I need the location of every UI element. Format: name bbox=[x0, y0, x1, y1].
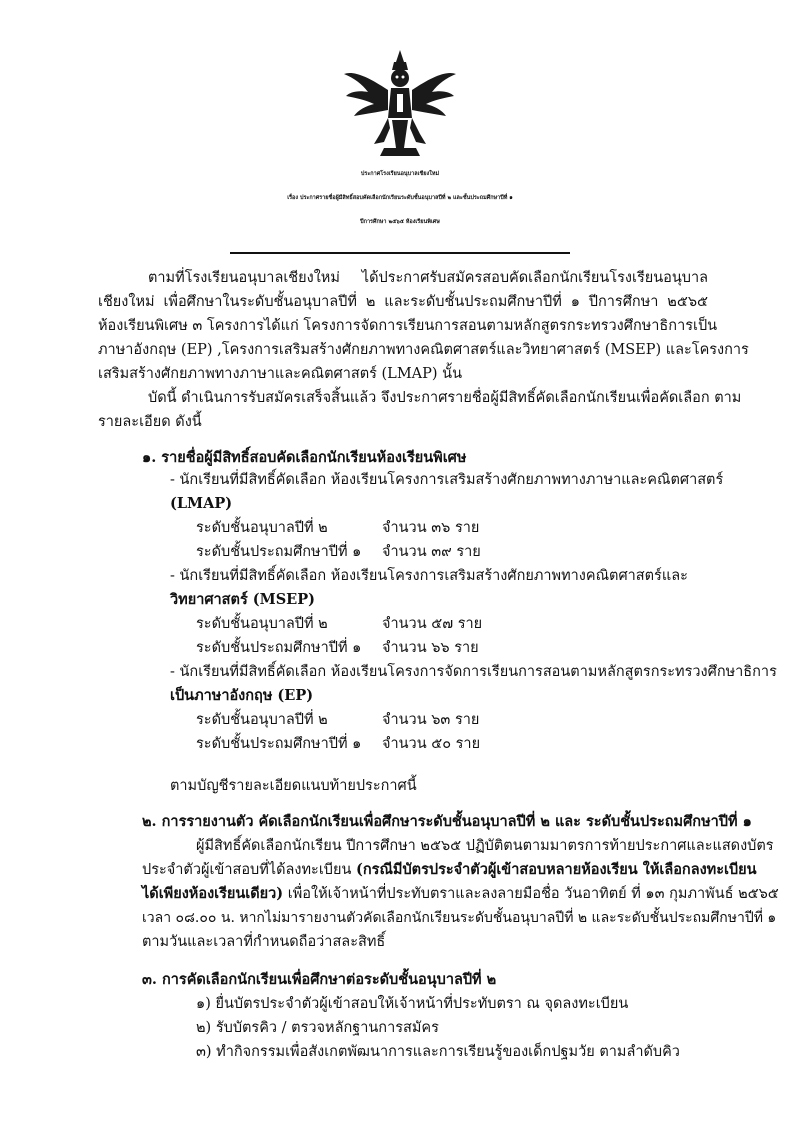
lmap-line-2: (LMAP) bbox=[170, 495, 233, 512]
ep-k2-count: จำนวน ๖๓ ราย bbox=[382, 712, 480, 728]
announcement-org: ประกาศโรงเรียนอนุบาลเชียงใหม่ bbox=[360, 171, 440, 177]
ep-p1-level: ระดับชั้นประถมศึกษาปีที่ ๑ bbox=[196, 736, 362, 752]
section2-line-2 bbox=[142, 860, 757, 880]
lmap-k2-level: ระดับชั้นอนุบาลปีที่ ๒ bbox=[196, 520, 328, 536]
section2-line-1: ผู้มีสิทธิ์คัดเลือกนักเรียน ปีการศึกษา ๒๕๖๕ ปฏิบัติตนตามมาตรการท้ายประกาศและแสดงบัตร bbox=[196, 838, 774, 854]
now-line-2: รายละเอียด ดังนี้ bbox=[98, 414, 202, 430]
lmap-p1-level: ระดับชั้นประถมศึกษาปีที่ ๑ bbox=[196, 544, 362, 560]
section2-line-3 bbox=[142, 884, 779, 904]
ep-line-2: เป็นภาษาอังกฤษ (EP) bbox=[170, 687, 314, 704]
intro-line-3: ห้องเรียนพิเศษ ๓ โครงการได้แก่ โครงการจัดการเรียนการสอนตามหลักสูตรกระทรวงศึกษาธิการเป็น bbox=[98, 318, 718, 334]
section2-line-2-bold: (กรณีมีบัตรประจำตัวผู้เข้าสอบหลายห้องเรียน ให้เลือกลงทะเบียน bbox=[356, 861, 757, 878]
intro-line-2: เชียงใหม่ เพื่อศึกษาในระดับชั้นอนุบาลปีที่ ๒ และระดับชั้นประถมศึกษาปีที่ ๑ ปีการศึกษา ๒๕๖๕ bbox=[98, 294, 708, 310]
section2-line-4: เวลา ๐๘.๐๐ น. หากไม่มารายงานตัวคัดเลือกนักเรียนระดับชั้นอนุบาลปีที่ ๒ และระดับชั้นประถมศึกษาปีที่ ๑ bbox=[142, 910, 777, 926]
msep-line-2: วิทยาศาสตร์ (MSEP) bbox=[170, 591, 315, 608]
section2-line-2-text: ประจำตัวผู้เข้าสอบที่ได้ลงทะเบียน bbox=[142, 862, 357, 878]
lmap-p1-count: จำนวน ๓๙ ราย bbox=[382, 544, 481, 560]
intro-line-1: ตามที่โรงเรียนอนุบาลเชียงใหม่ ได้ประกาศรับสมัครสอบคัดเลือกนักเรียนโรงเรียนอนุบาล bbox=[148, 270, 708, 286]
ep-line-1: - นักเรียนที่มีสิทธิ์คัดเลือก ห้องเรียนโครงการจัดการเรียนการสอนตามหลักสูตรกระทรวงศึกษาธิการ bbox=[170, 664, 777, 680]
msep-p1-count: จำนวน ๖๖ ราย bbox=[382, 640, 479, 656]
section2-heading: ๒. การรายงานตัว คัดเลือกนักเรียนเพื่อศึกษาระดับชั้นอนุบาลปีที่ ๒ และ ระดับชั้นประถมศึกษาปีที่ ๑ bbox=[142, 813, 752, 830]
section3-item-1: ๑) ยื่นบัตรประจำตัวผู้เข้าสอบให้เจ้าหน้าที่ประทับตรา ณ จุดลงทะเบียน bbox=[196, 996, 629, 1012]
announcement-subject: เรื่อง ประกาศรายชื่อผู้มีสิทธิ์สอบคัดเลือกนักเรียนระดับชั้นอนุบาลปีที่ ๒ และชั้นประถมศึกษาปีที่ ๑ bbox=[287, 195, 513, 201]
header-divider bbox=[230, 252, 570, 254]
section2-line-5: ตามวันและเวลาที่กำหนดถือว่าสละสิทธิ์ bbox=[142, 934, 386, 950]
msep-k2-level: ระดับชั้นอนุบาลปีที่ ๒ bbox=[196, 616, 328, 632]
msep-k2-count: จำนวน ๕๗ ราย bbox=[382, 616, 483, 632]
ep-k2-level: ระดับชั้นอนุบาลปีที่ ๒ bbox=[196, 712, 328, 728]
section3-item-2: ๒) รับบัตรคิว / ตรวจหลักฐานการสมัคร bbox=[196, 1020, 439, 1036]
ep-p1-count: จำนวน ๕๐ ราย bbox=[382, 736, 481, 752]
garuda-emblem-icon bbox=[340, 48, 460, 160]
lmap-line-1: - นักเรียนที่มีสิทธิ์คัดเลือก ห้องเรียนโครงการเสริมสร้างศักยภาพทางภาษาและคณิตศาสตร์ bbox=[170, 472, 724, 488]
lmap-k2-count: จำนวน ๓๖ ราย bbox=[382, 520, 480, 536]
intro-line-4: ภาษาอังกฤษ (EP) ,โครงการเสริมสร้างศักยภาพทางคณิตศาสตร์และวิทยาศาสตร์ (MSEP) และโครงการ bbox=[98, 342, 749, 358]
msep-line-1: - นักเรียนที่มีสิทธิ์คัดเลือก ห้องเรียนโครงการเสริมสร้างศักยภาพทางคณิตศาสตร์และ bbox=[170, 568, 688, 584]
section1-note: ตามบัญชีรายละเอียดแนบท้ายประกาศนี้ bbox=[170, 778, 417, 794]
section3-item-3: ๓) ทำกิจกรรมเพื่อสังเกตพัฒนาการและการเรียนรู้ของเด็กปฐมวัย ตามลำดับคิว bbox=[196, 1044, 680, 1060]
now-line-1: บัดนี้ ดำเนินการรับสมัครเสร็จสิ้นแล้ว จึงประกาศรายชื่อผู้มีสิทธิ์คัดเลือกนักเรียนเพื่อคัดเลือก ตาม bbox=[148, 390, 742, 406]
section2-line-3-text: เพื่อให้เจ้าหน้าที่ประทับตราและลงลายมือชื่อ วันอาทิตย์ ที่ ๑๓ กุมภาพันธ์ ๒๕๖๕ bbox=[283, 886, 779, 902]
intro-line-5: เสริมสร้างศักยภาพทางภาษาและคณิตศาสตร์ (LMAP) นั้น bbox=[98, 366, 462, 382]
announcement-year: ปีการศึกษา ๒๕๖๕ ห้องเรียนพิเศษ bbox=[360, 219, 440, 225]
section2-line-3-bold: ได้เพียงห้องเรียนเดียว) bbox=[142, 885, 284, 902]
section1-heading: ๑. รายชื่อผู้มีสิทธิ์สอบคัดเลือกนักเรียนห้องเรียนพิเศษ bbox=[142, 449, 467, 466]
msep-p1-level: ระดับชั้นประถมศึกษาปีที่ ๑ bbox=[196, 640, 362, 656]
section3-heading: ๓. การคัดเลือกนักเรียนเพื่อศึกษาต่อระดับชั้นอนุบาลปีที่ ๒ bbox=[142, 971, 497, 988]
